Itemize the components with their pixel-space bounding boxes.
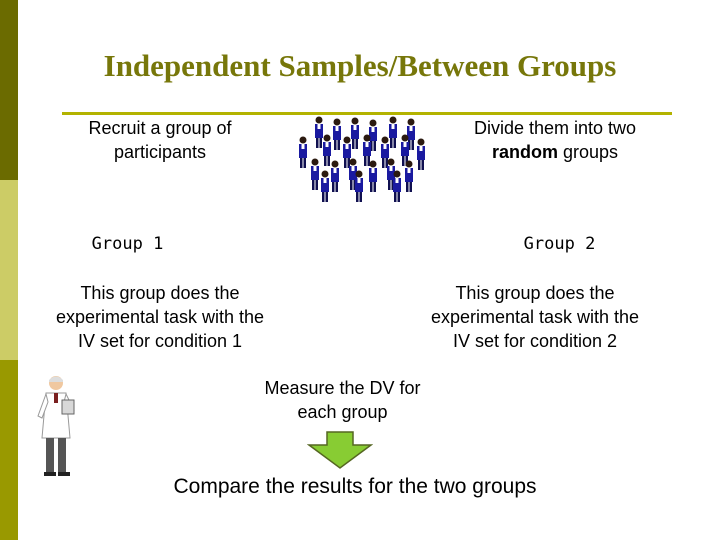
slide-title: Independent Samples/Between Groups (103, 48, 617, 83)
group-2-description (405, 281, 665, 353)
group-2-label: Group 2 (523, 234, 596, 254)
group-1-line-3: IV set for condition 1 (77, 331, 243, 351)
scientist-image (32, 374, 84, 478)
measure-line-2: each group (297, 402, 388, 422)
measure-text (245, 376, 440, 424)
recruit-text (60, 116, 260, 164)
compare-text: Compare the results for the two groups (173, 475, 537, 498)
sidebar-band-light (0, 180, 18, 360)
group-1-description (30, 281, 290, 353)
divide-line-2-rest: groups (557, 142, 619, 162)
participants-crowd-image (292, 114, 432, 206)
recruit-line-2: participants (113, 142, 207, 162)
divide-text (450, 116, 660, 164)
sidebar-band-dark (0, 0, 18, 180)
group-2-line-3: IV set for condition 2 (452, 331, 618, 351)
group-2-line-1: This group does the (455, 283, 615, 303)
divide-line-2 (450, 140, 660, 164)
group-1-line-2: experimental task with the (55, 307, 265, 327)
group-1-line-1: This group does the (80, 283, 240, 303)
recruit-line-1: Recruit a group of (88, 118, 232, 138)
divide-line-1: Divide them into two (473, 118, 637, 138)
sidebar-decoration (0, 0, 18, 540)
group-1-label: Group 1 (91, 234, 164, 254)
measure-line-1: Measure the DV for (264, 378, 421, 398)
sidebar-band-mid (0, 360, 18, 540)
random-emphasis: random (491, 142, 558, 162)
down-arrow-icon (307, 431, 373, 469)
group-2-line-2: experimental task with the (430, 307, 640, 327)
